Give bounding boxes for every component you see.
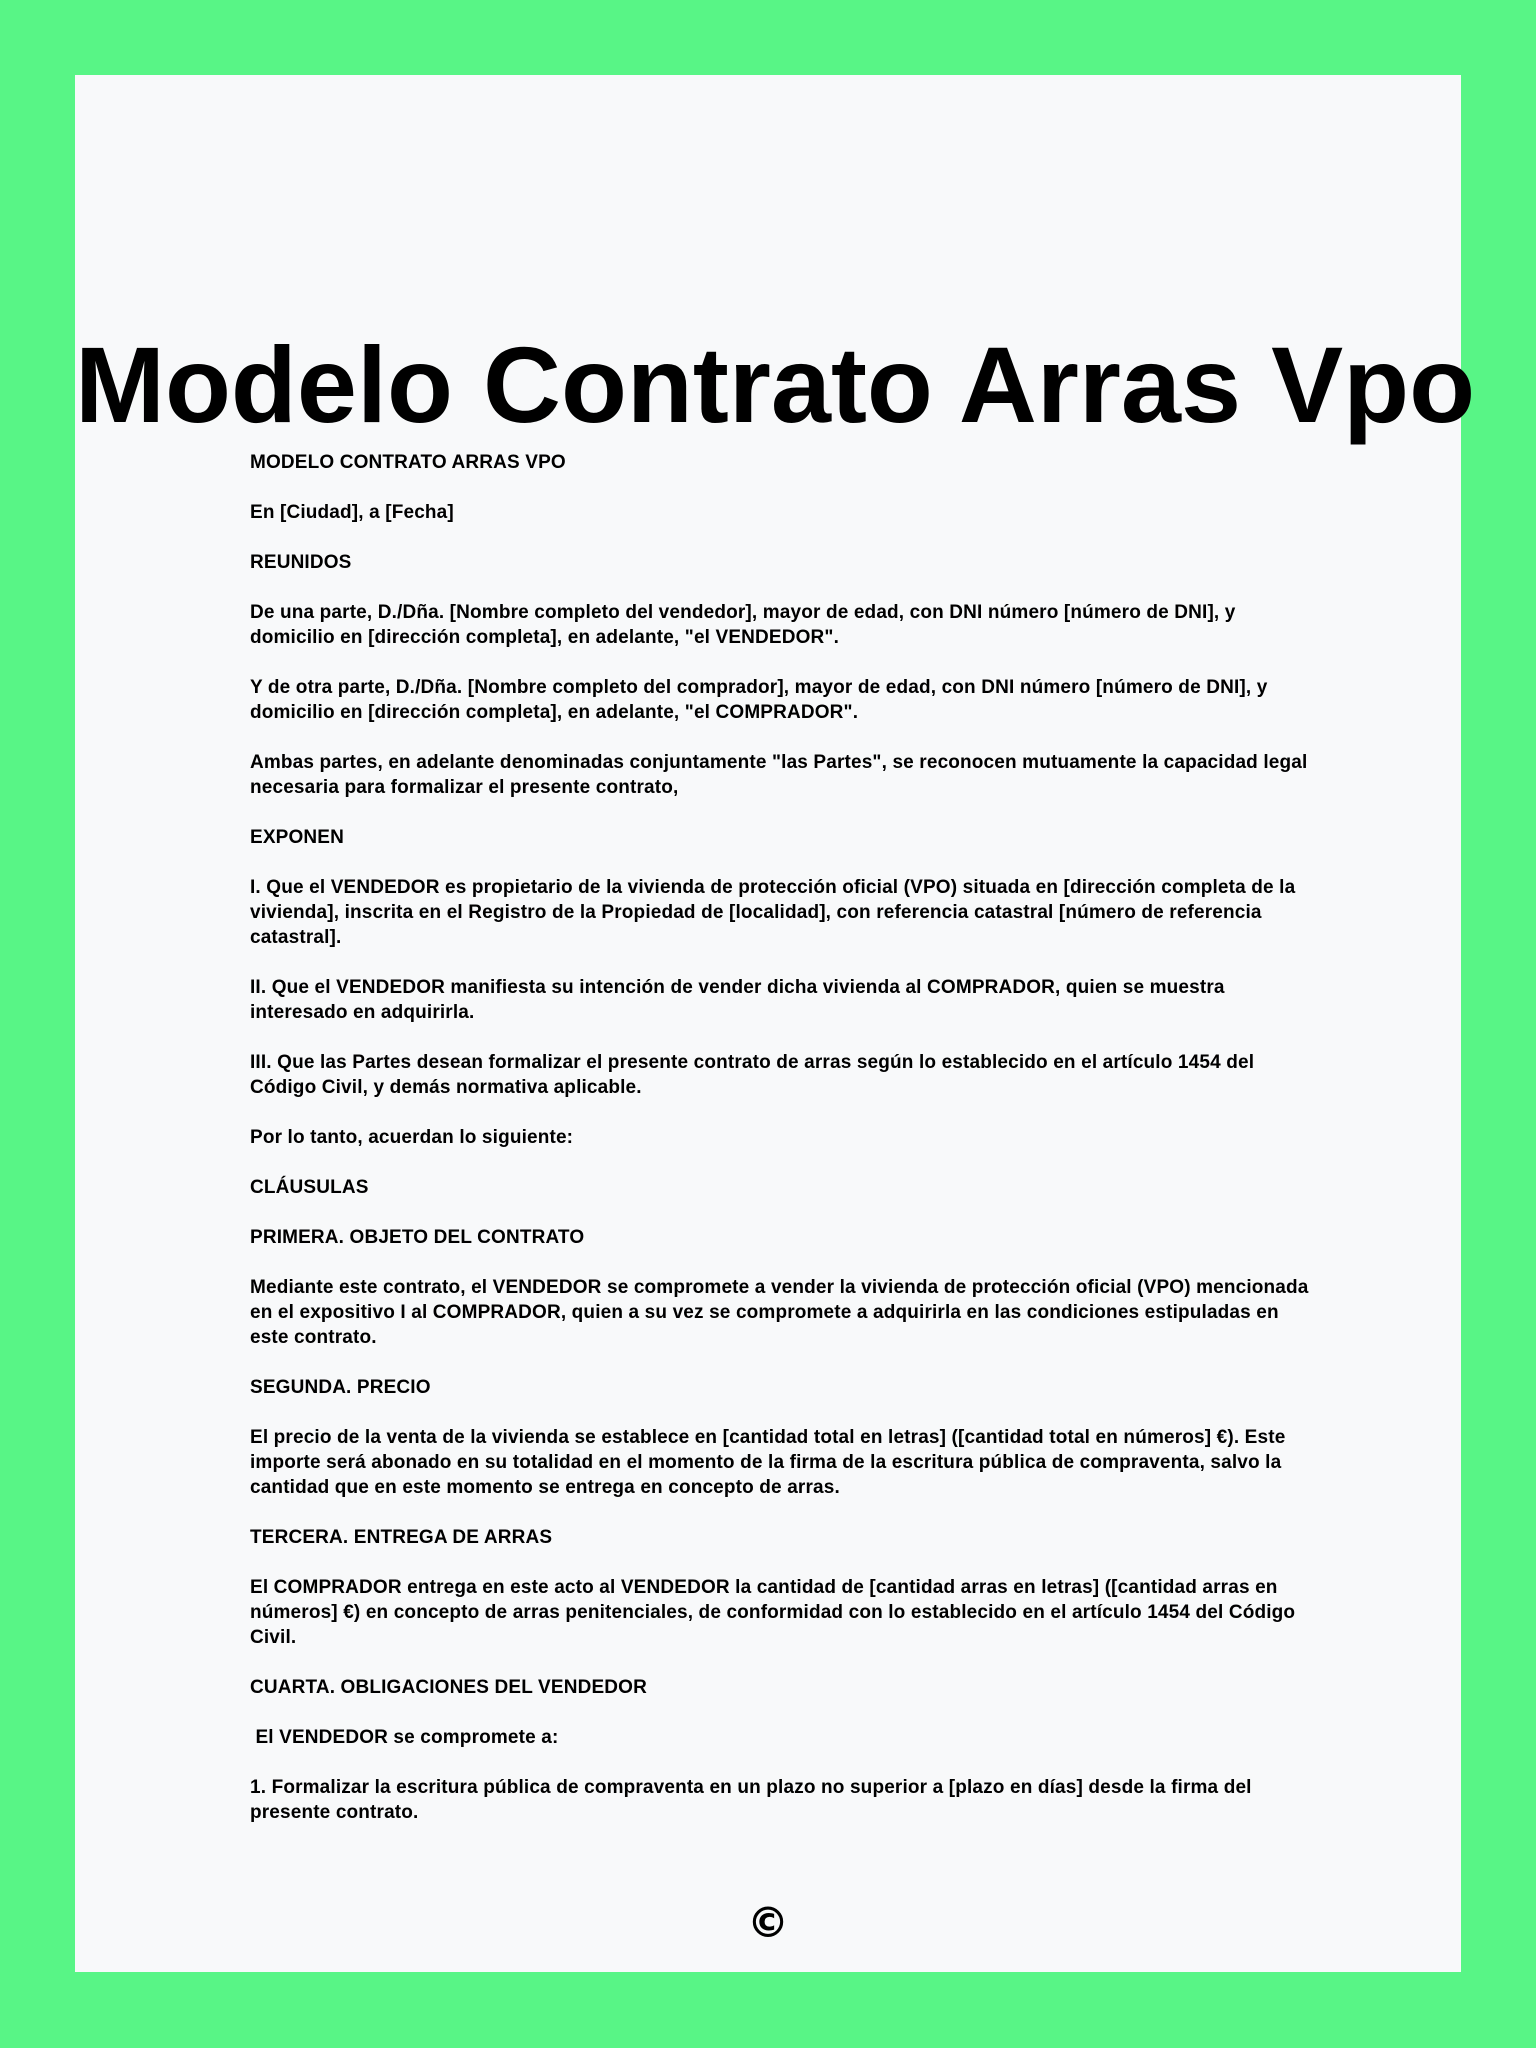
document-body bbox=[250, 450, 1314, 1850]
agreement-intro: Por lo tanto, acuerdan lo siguiente: bbox=[250, 1127, 574, 1148]
section-heading-reunidos: REUNIDOS bbox=[250, 552, 352, 573]
clause-heading-segunda: SEGUNDA. PRECIO bbox=[250, 1377, 431, 1398]
exposition-iii: III. Que las Partes desean formalizar el presente contrato de arras según lo establecido en el artículo 1454 del Código Civil, y demás normativa aplicable. bbox=[250, 1052, 1260, 1098]
clause-heading-primera: PRIMERA. OBJETO DEL CONTRATO bbox=[250, 1227, 585, 1248]
doc-heading: MODELO CONTRATO ARRAS VPO bbox=[250, 452, 566, 473]
page-title: Modelo Contrato Arras Vpo bbox=[75, 324, 1476, 445]
exposition-ii: II. Que el VENDEDOR manifiesta su intención de vender dicha vivienda al COMPRADOR, quien se muestra interesado en adquirirla. bbox=[250, 977, 1231, 1023]
clause-heading-cuarta: CUARTA. OBLIGACIONES DEL VENDEDOR bbox=[250, 1677, 647, 1698]
clause-cuarta-item-1: 1. Formalizar la escritura pública de compraventa en un plazo no superior a [plazo en días] desde la firma del presente contrato. bbox=[250, 1777, 1258, 1823]
copyright-icon: © bbox=[747, 1898, 789, 1947]
section-heading-exponen: EXPONEN bbox=[250, 827, 344, 848]
place-date-line: En [Ciudad], a [Fecha] bbox=[250, 502, 454, 523]
document-page bbox=[75, 75, 1476, 1972]
section-heading-clausulas: CLÁUSULAS bbox=[250, 1177, 369, 1198]
clause-heading-tercera: TERCERA. ENTREGA DE ARRAS bbox=[250, 1527, 553, 1548]
party-buyer-paragraph: Y de otra parte, D./Dña. [Nombre completo del comprador], mayor de edad, con DNI número [número de DNI], y domicilio en [dirección completa], en adelante, "el COMPRADOR". bbox=[250, 677, 1273, 723]
clause-text-tercera: El COMPRADOR entrega en este acto al VENDEDOR la cantidad de [cantidad arras en letras] ([cantidad arras en números] €) en concepto de arras penitenciales, de conformidad con lo establecido en el artículo 1454 del Código Civil. bbox=[250, 1577, 1301, 1648]
capacity-paragraph: Ambas partes, en adelante denominadas conjuntamente "las Partes", se reconocen mutuamente la capacidad legal necesaria para formalizar el presente contrato, bbox=[250, 752, 1313, 798]
clause-text-cuarta-intro: El VENDEDOR se compromete a: bbox=[250, 1727, 559, 1748]
clause-text-segunda: El precio de la venta de la vivienda se establece en [cantidad total en letras] ([cantidad total en números] €). Este importe será abonado en su totalidad en el momento de la firma de la escritura pública de compraventa, salvo la cantidad que en este momento se entrega en concepto de arras. bbox=[250, 1427, 1291, 1498]
party-seller-paragraph: De una parte, D./Dña. [Nombre completo del vendedor], mayor de edad, con DNI número [número de DNI], y domicilio en [dirección completa], en adelante, "el VENDEDOR". bbox=[250, 602, 1241, 648]
clause-text-primera: Mediante este contrato, el VENDEDOR se compromete a vender la vivienda de protección oficial (VPO) mencionada en el expositivo I al COMPRADOR, quien a su vez se compromete a adquirirla en las condiciones estipuladas en este contrato. bbox=[250, 1277, 1314, 1348]
exposition-i: I. Que el VENDEDOR es propietario de la vivienda de protección oficial (VPO) situada en [dirección completa de la vivienda], inscrita en el Registro de la Propiedad de [localidad], con referencia catastral [número de referencia catastral]. bbox=[250, 877, 1301, 948]
